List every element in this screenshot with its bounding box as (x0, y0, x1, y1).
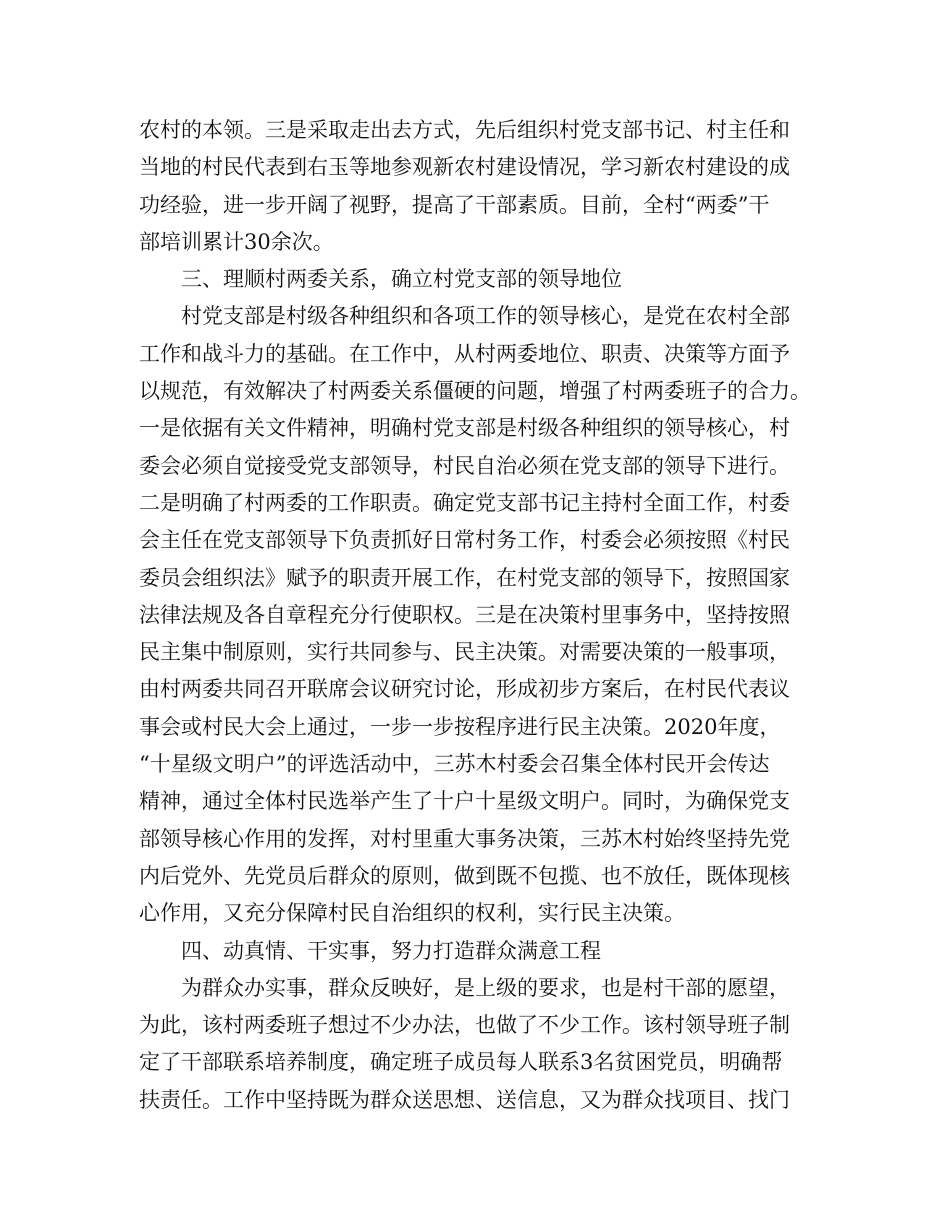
text-line: 内后党外、先党员后群众的原则，做到既不包揽、也不放任，既体现核 (139, 863, 790, 888)
text-line: 一是依据有关文件精神，明确村党支部是村级各种组织的领导核心，村 (139, 416, 790, 441)
text-line: 为此，该村两委班子想过不少办法，也做了不少工作。该村领导班子制 (139, 1013, 790, 1038)
text-line: 定了干部联系培养制度，确定班子成员每人联系3名贫困党员，明确帮 (139, 1050, 783, 1075)
body-text (139, 112, 819, 1119)
text-line: 事会或村民大会上通过，一步一步按程序进行民主决策。2020年度， (139, 714, 781, 739)
text-line: “十星级文明户”的评选活动中，三苏木村委会召集全体村民开会传达 (139, 752, 770, 777)
text-line: 法律法规及各自章程充分行使职权。三是在决策村里事务中，坚持按照 (139, 602, 790, 627)
paragraph-start: 为群众办实事，群众反映好，是上级的要求，也是村干部的愿望， (181, 975, 790, 1000)
text-line: 功经验，进一步开阔了视野，提高了干部素质。目前，全村“两委”干 (139, 192, 770, 217)
text-line: 精神，通过全体村民选举产生了十户十星级文明户。同时，为确保党支 (139, 789, 790, 814)
text-line: 扶责任。工作中坚持既为群众送思想、送信息，又为群众找项目、找门 (139, 1087, 790, 1112)
text-line: 二是明确了村两委的工作职责。确定党支部书记主持村全面工作，村委 (139, 490, 790, 515)
text-line: 部领导核心作用的发挥，对村里重大事务决策，三苏木村始终坚持先党 (139, 826, 790, 851)
text-line: 委员会组织法》赋予的职责开展工作，在村党支部的领导下，按照国家 (139, 565, 790, 590)
paragraph-start: 村党支部是村级各种组织和各项工作的领导核心，是党在农村全部 (181, 304, 790, 329)
text-line: 当地的村民代表到右玉等地参观新农村建设情况，学习新农村建设的成 (139, 155, 790, 180)
text-line: 农村的本领。三是采取走出去方式，先后组织村党支部书记、村主任和 (139, 118, 790, 142)
text-line: 部培训累计30余次。 (139, 229, 334, 254)
text-line: 委会必须自觉接受党支部领导，村民自治必须在党支部的领导下进行。 (139, 453, 790, 478)
text-line: 工作和战斗力的基础。在工作中，从村两委地位、职责、决策等方面予 (139, 341, 790, 366)
section-heading: 三、理顺村两委关系，确立村党支部的领导地位 (181, 267, 622, 292)
text-line: 以规范，有效解决了村两委关系僵硬的问题，增强了村两委班子的合力。 (139, 379, 811, 404)
section-heading: 四、动真情、干实事，努力打造群众满意工程 (181, 938, 601, 963)
text-line: 会主任在党支部领导下负责抓好日常村务工作，村委会必须按照《村民 (139, 528, 790, 553)
text-line: 心作用，又充分保障村民自治组织的权利，实行民主决策。 (139, 901, 685, 926)
text-line: 民主集中制原则，实行共同参与、民主决策。对需要决策的一般事项， (139, 640, 790, 665)
text-line: 由村两委共同召开联席会议研究讨论，形成初步方案后，在村民代表议 (139, 677, 790, 702)
